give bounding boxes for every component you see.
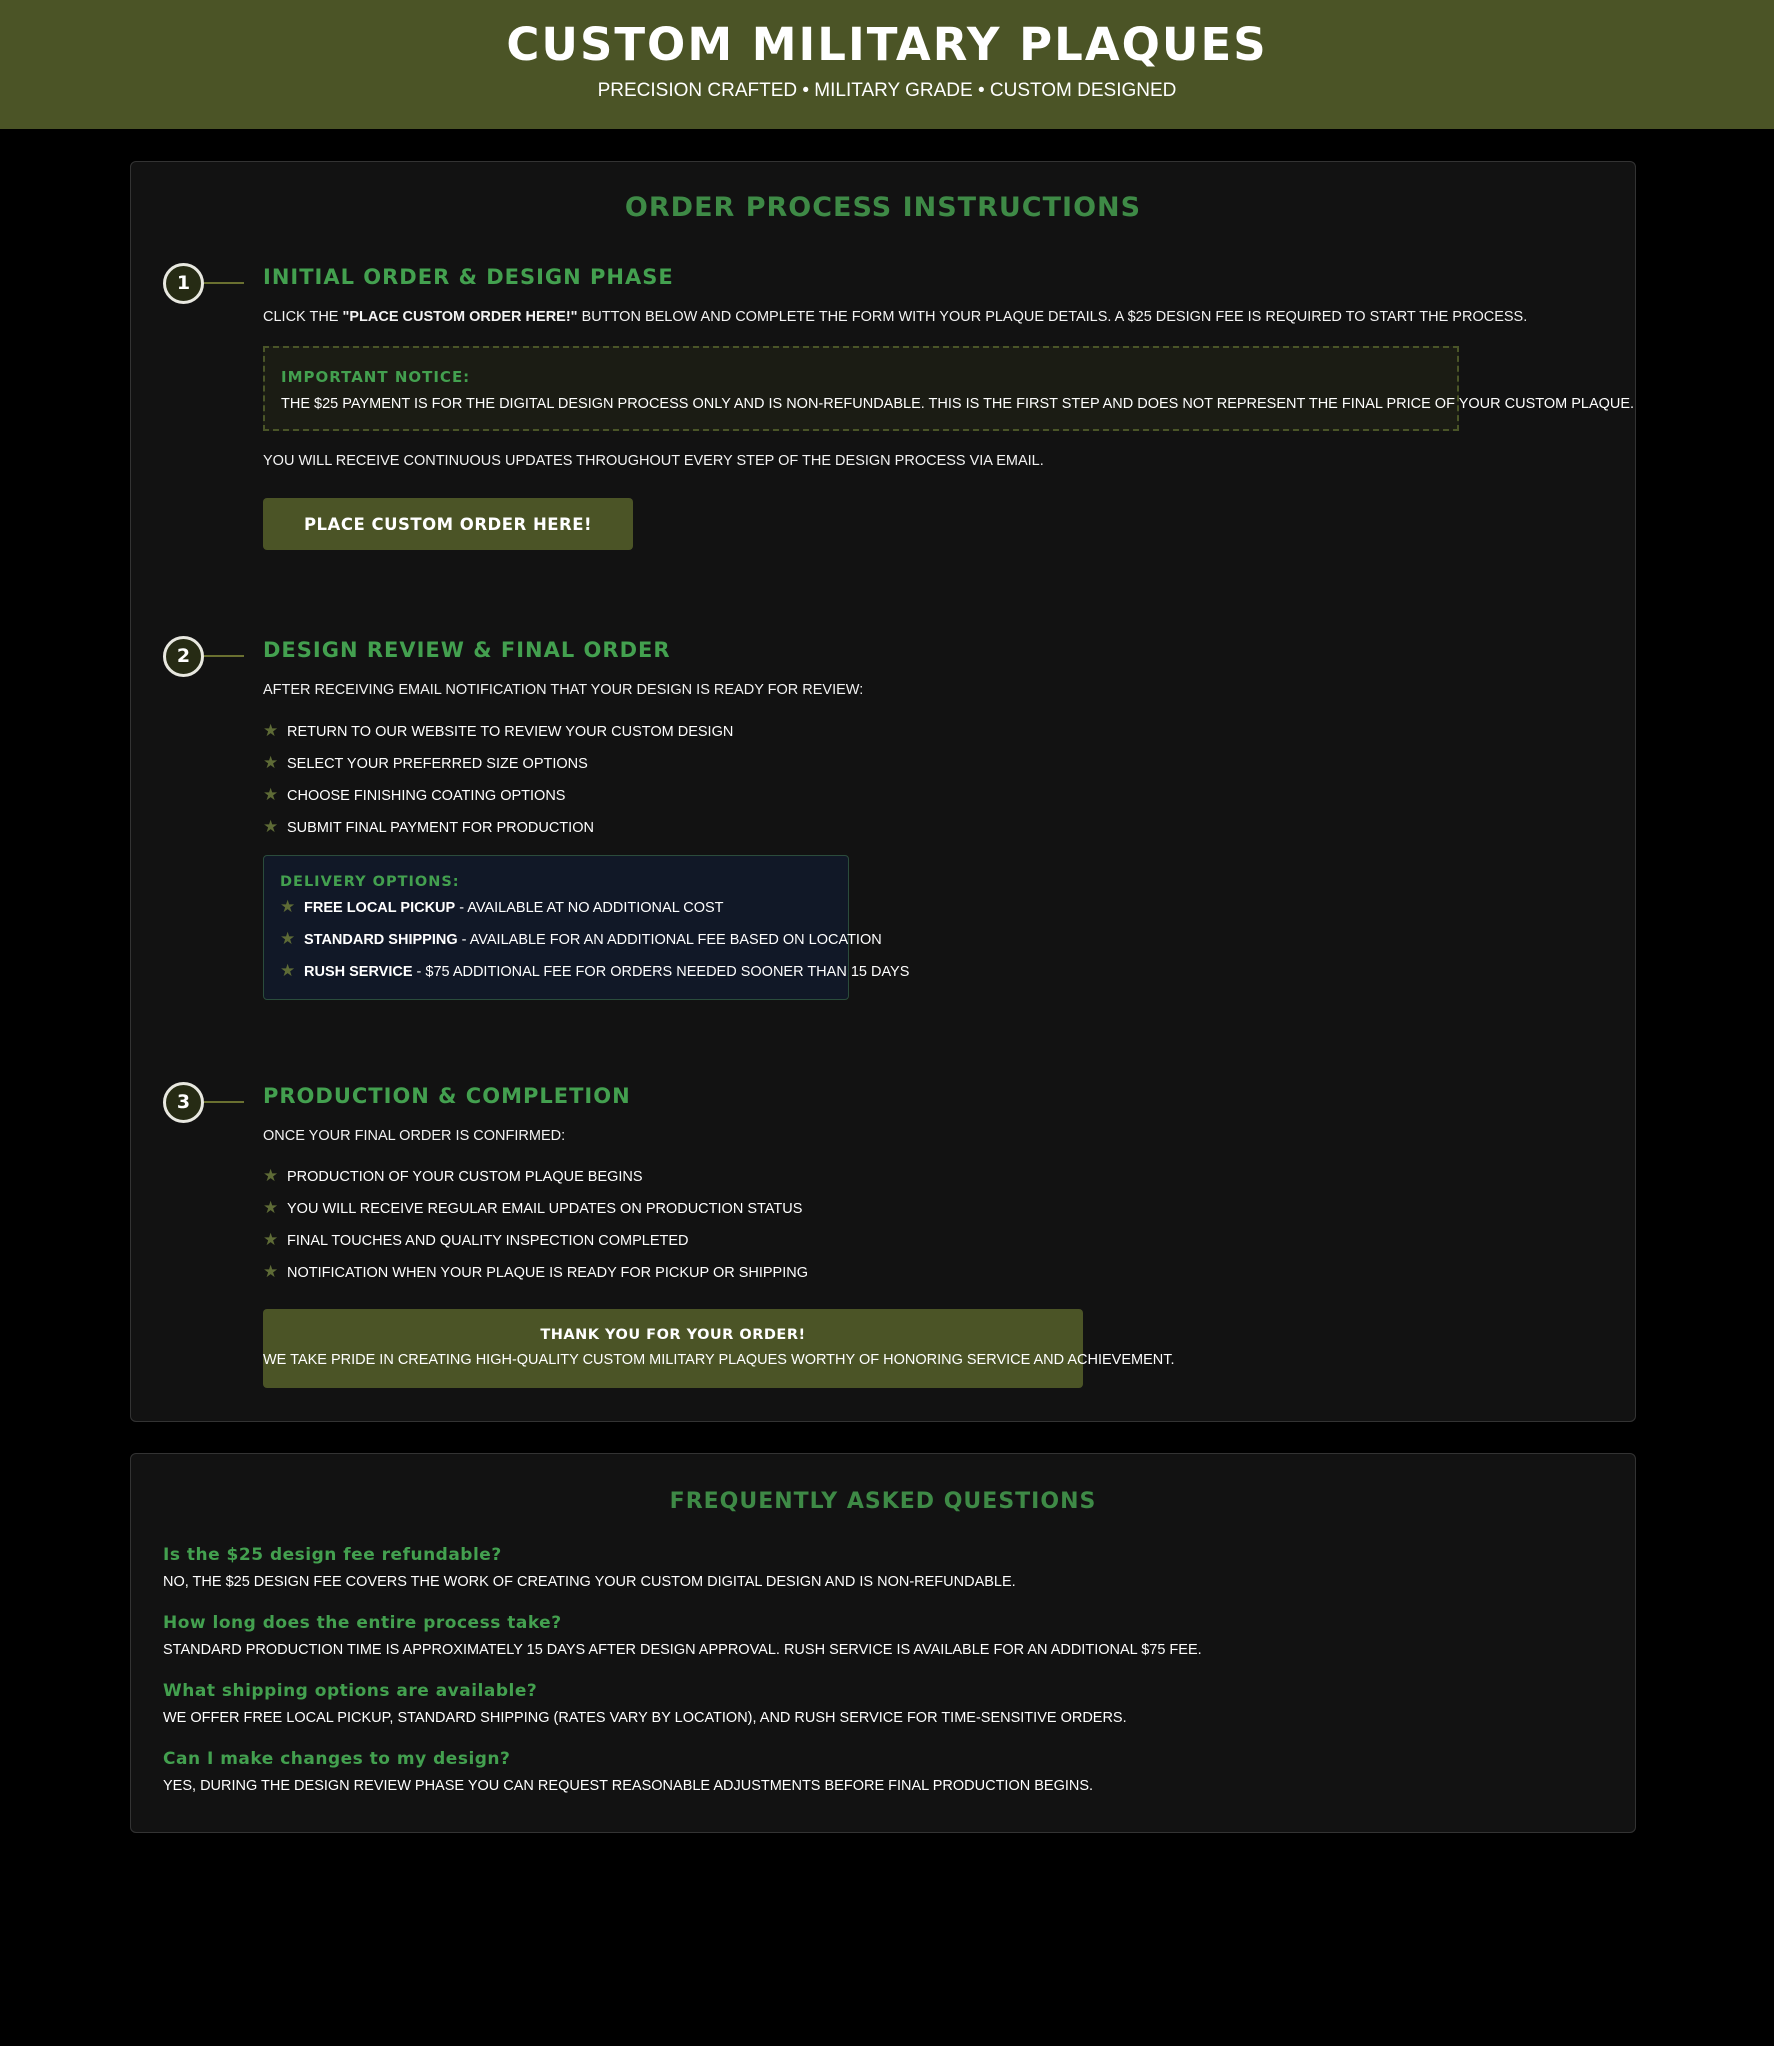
star-icon: ★ xyxy=(280,897,296,916)
list-item: ★ RETURN TO OUR WEBSITE TO REVIEW YOUR CUSTOM DESIGN xyxy=(263,721,734,740)
step-connector xyxy=(204,655,244,657)
step-intro: CLICK THE "PLACE CUSTOM ORDER HERE!" BUTTON BELOW AND COMPLETE THE FORM WITH YOUR PLAQUE DETAILS. A $25 DESIGN FEE IS REQUIRED TO START THE PROCESS. xyxy=(263,309,1528,325)
faq-question: How long does the entire process take? xyxy=(163,1613,562,1633)
list-item: ★ PRODUCTION OF YOUR CUSTOM PLAQUE BEGINS xyxy=(263,1166,643,1185)
thank-you-body: WE TAKE PRIDE IN CREATING HIGH-QUALITY CUSTOM MILITARY PLAQUES WORTHY OF HONORING SERVICE AND ACHIEVEMENT. xyxy=(263,1352,1175,1368)
list-item: ★ NOTIFICATION WHEN YOUR PLAQUE IS READY FOR PICKUP OR SHIPPING xyxy=(263,1262,809,1281)
star-icon: ★ xyxy=(263,721,279,740)
list-item: ★ CHOOSE FINISHING COATING OPTIONS xyxy=(263,785,566,804)
star-icon: ★ xyxy=(263,1262,279,1281)
section-title: ORDER PROCESS INSTRUCTIONS xyxy=(624,192,1142,223)
star-icon: ★ xyxy=(263,817,279,836)
star-icon: ★ xyxy=(263,753,279,772)
site-title: CUSTOM MILITARY PLAQUES xyxy=(506,18,1268,71)
star-icon: ★ xyxy=(263,1230,279,1249)
order-process-card xyxy=(130,161,1636,1422)
faq-title: FREQUENTLY ASKED QUESTIONS xyxy=(669,1489,1097,1514)
step-connector xyxy=(204,1101,244,1103)
step-number-badge: 1 xyxy=(163,263,204,304)
list-item: ★ FINAL TOUCHES AND QUALITY INSPECTION COMPLETED xyxy=(263,1230,689,1249)
delivery-options-box xyxy=(263,855,910,1000)
list-item: ★ YOU WILL RECEIVE REGULAR EMAIL UPDATES ON PRODUCTION STATUS xyxy=(263,1198,803,1217)
site-tagline: PRECISION CRAFTED • MILITARY GRADE • CUSTOM DESIGNED xyxy=(597,80,1177,101)
faq-answer: NO, THE $25 DESIGN FEE COVERS THE WORK OF CREATING YOUR CUSTOM DIGITAL DESIGN AND IS NON-REFUNDABLE. xyxy=(163,1574,1016,1590)
step-title: INITIAL ORDER & DESIGN PHASE xyxy=(263,265,674,289)
faq-answer: YES, DURING THE DESIGN REVIEW PHASE YOU CAN REQUEST REASONABLE ADJUSTMENTS BEFORE FINAL PRODUCTION BEGINS. xyxy=(163,1778,1094,1794)
faq-question: Is the $25 design fee refundable? xyxy=(163,1545,502,1565)
notice-title: IMPORTANT NOTICE: xyxy=(281,368,471,386)
step-title: DESIGN REVIEW & FINAL ORDER xyxy=(263,638,671,662)
delivery-option: ★ FREE LOCAL PICKUP - AVAILABLE AT NO ADDITIONAL COST xyxy=(280,897,724,916)
star-icon: ★ xyxy=(263,1166,279,1185)
updates-text: YOU WILL RECEIVE CONTINUOUS UPDATES THROUGHOUT EVERY STEP OF THE DESIGN PROCESS VIA EMAIL. xyxy=(263,453,1044,469)
step-connector xyxy=(204,282,244,284)
list-item: ★ SELECT YOUR PREFERRED SIZE OPTIONS xyxy=(263,753,588,772)
step-intro: ONCE YOUR FINAL ORDER IS CONFIRMED: xyxy=(263,1128,566,1144)
thank-you-banner xyxy=(263,1309,1175,1388)
faq-answer: STANDARD PRODUCTION TIME IS APPROXIMATELY 15 DAYS AFTER DESIGN APPROVAL. RUSH SERVICE IS AVAILABLE FOR AN ADDITIONAL $75 FEE. xyxy=(163,1642,1202,1658)
faq-answer: WE OFFER FREE LOCAL PICKUP, STANDARD SHIPPING (RATES VARY BY LOCATION), AND RUSH SERVICE FOR TIME-SENSITIVE ORDERS. xyxy=(163,1710,1127,1726)
delivery-option: ★ RUSH SERVICE - $75 ADDITIONAL FEE FOR ORDERS NEEDED SOONER THAN 15 DAYS xyxy=(280,961,910,980)
star-icon: ★ xyxy=(280,961,296,980)
faq-card xyxy=(130,1453,1636,1833)
step-intro: AFTER RECEIVING EMAIL NOTIFICATION THAT YOUR DESIGN IS READY FOR REVIEW: xyxy=(263,682,864,698)
step-title: PRODUCTION & COMPLETION xyxy=(263,1084,631,1108)
star-icon: ★ xyxy=(263,1198,279,1217)
faq-question: Can I make changes to my design? xyxy=(163,1749,511,1769)
site-header xyxy=(0,0,1774,129)
delivery-options-title: DELIVERY OPTIONS: xyxy=(280,874,460,890)
delivery-option: ★ STANDARD SHIPPING - AVAILABLE FOR AN ADDITIONAL FEE BASED ON LOCATION xyxy=(280,929,882,948)
thank-you-title: THANK YOU FOR YOUR ORDER! xyxy=(540,1327,806,1343)
place-custom-order-button[interactable]: PLACE CUSTOM ORDER HERE! xyxy=(263,498,633,550)
star-icon: ★ xyxy=(280,929,296,948)
list-item: ★ SUBMIT FINAL PAYMENT FOR PRODUCTION xyxy=(263,817,594,836)
notice-body: THE $25 PAYMENT IS FOR THE DIGITAL DESIGN PROCESS ONLY AND IS NON-REFUNDABLE. THIS IS THE FIRST STEP AND DOES NOT REPRESENT THE FINAL PRICE OF YOUR CUSTOM PLAQUE. xyxy=(281,396,1635,412)
step-number-badge: 3 xyxy=(163,1082,204,1123)
faq-question: What shipping options are available? xyxy=(163,1681,538,1701)
star-icon: ★ xyxy=(263,785,279,804)
step-number-badge: 2 xyxy=(163,636,204,677)
important-notice xyxy=(263,346,1635,431)
